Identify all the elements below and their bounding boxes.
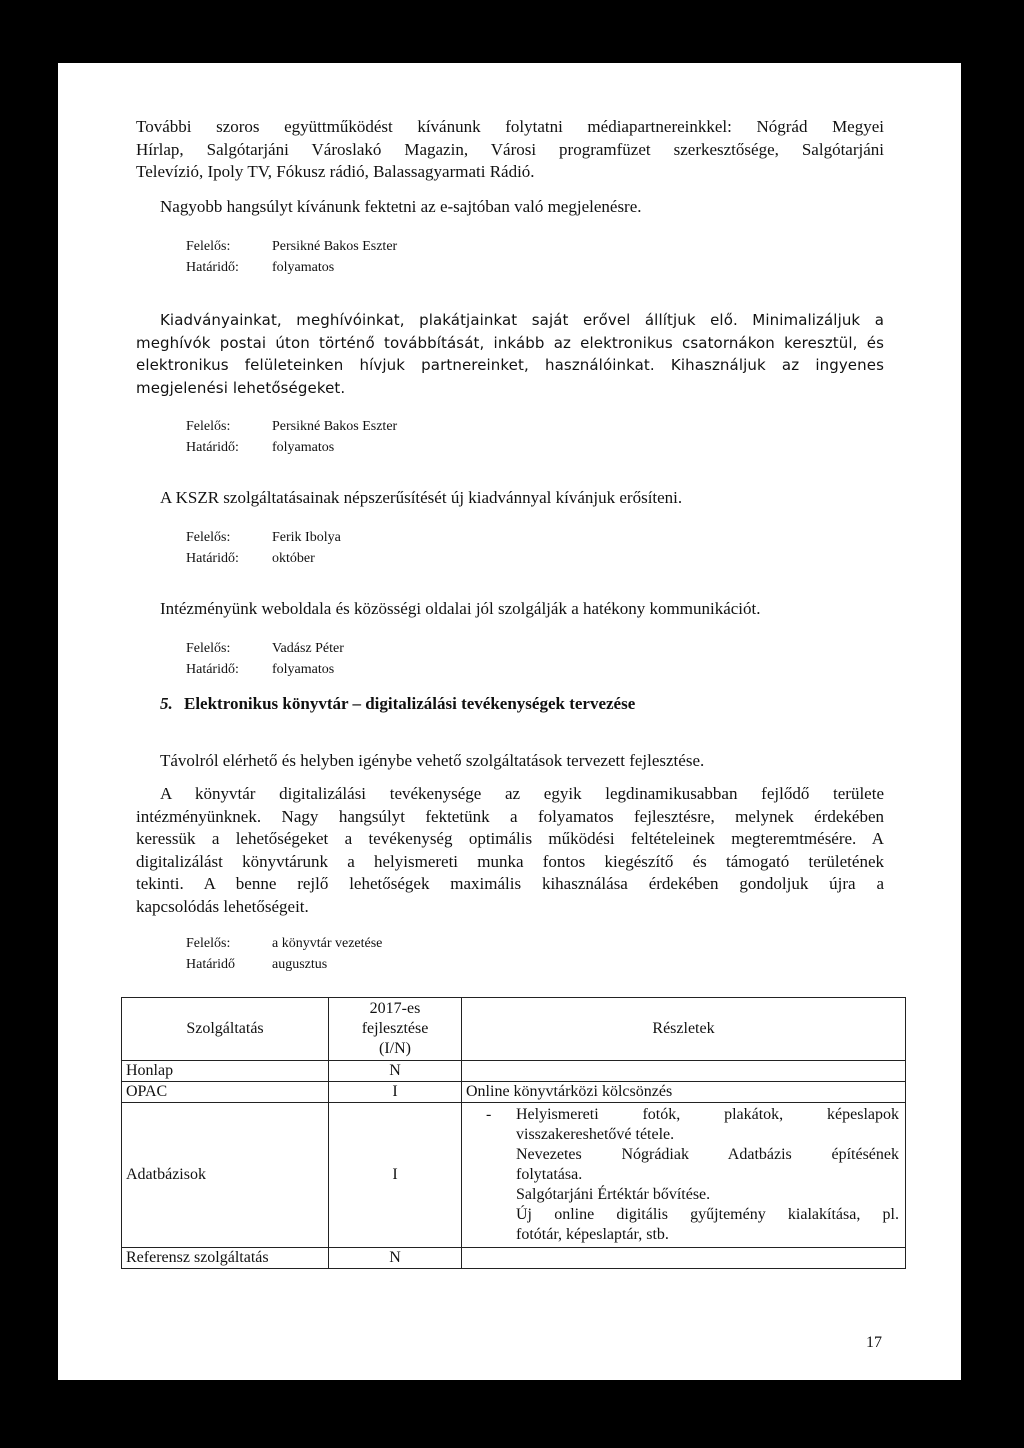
responsible-value: Vadász Péter bbox=[272, 641, 344, 656]
list-item: Nevezetes Nógrádiak Adatbázis építésének bbox=[516, 1146, 899, 1163]
list-item: folytatása. bbox=[516, 1166, 583, 1183]
responsible-label: Felelős: bbox=[186, 239, 231, 254]
responsible-label: Felelős: bbox=[186, 641, 231, 656]
list-item: visszakereshetővé tétele. bbox=[516, 1126, 675, 1143]
header-details: Részletek bbox=[462, 998, 906, 1061]
list-item-text: Helyismereti fotók, plakátok, képeslapok bbox=[516, 1106, 899, 1123]
cell-details: Online könyvtárközi kölcsönzés bbox=[462, 1082, 906, 1103]
text-line: elektronikus felületeinken hívjuk partnereinket, használóinkat. Kihasználjuk az ingyenes bbox=[136, 356, 884, 374]
deadline-value: augusztus bbox=[272, 957, 328, 972]
header-dev-line: fejlesztése bbox=[361, 1020, 429, 1037]
responsible-label: Felelős: bbox=[186, 419, 231, 434]
section-number: 5. bbox=[160, 694, 173, 713]
text-line: tekinti. A benne rejlő lehetőségek maximális kihasználása érdekében gondoljuk újra a bbox=[136, 874, 884, 893]
text-line: digitalizálást könyvtárunk a helyismereti munka fontos kiegészítő és támogató területének bbox=[136, 851, 884, 871]
section-title: Elektronikus könyvtár – digitalizálási tevékenységek tervezése bbox=[184, 694, 636, 713]
paragraph-publications bbox=[136, 309, 884, 399]
responsibility-block-1 bbox=[186, 236, 397, 278]
table-header-row bbox=[122, 998, 906, 1061]
header-dev-line: (I/N) bbox=[379, 1040, 411, 1057]
text-line: Hírlap, Salgótarjáni Városlakó Magazin, Városi programfüzet szerkesztősége, Salgótarjáni bbox=[136, 139, 884, 159]
deadline-label: Határidő bbox=[186, 957, 235, 972]
dash-bullet: - bbox=[486, 1106, 492, 1123]
deadline-label: Határidő: bbox=[186, 551, 239, 566]
header-service: Szolgáltatás bbox=[122, 998, 329, 1061]
paragraph-website: Intézményünk weboldala és közösségi oldalai jól szolgálják a hatékony kommunikációt. bbox=[160, 599, 761, 618]
responsible-value: Ferik Ibolya bbox=[272, 530, 341, 545]
paragraph-digitization bbox=[136, 783, 884, 918]
cell-service: OPAC bbox=[122, 1082, 329, 1103]
text-line: Televízió, Ipoly TV, Fókusz rádió, Balassagyarmati Rádió. bbox=[136, 162, 535, 181]
list-item: fotótár, képeslaptár, stb. bbox=[516, 1226, 669, 1243]
cell-service: Adatbázisok bbox=[122, 1103, 329, 1248]
deadline-label: Határidő: bbox=[186, 440, 239, 455]
responsibility-block-4 bbox=[186, 638, 344, 680]
deadline-value: október bbox=[272, 551, 315, 566]
cell-dev: I bbox=[329, 1103, 462, 1248]
list-item bbox=[462, 1105, 899, 1125]
details-list bbox=[462, 1105, 899, 1245]
responsibility-block-3 bbox=[186, 527, 341, 569]
text-line: meghívók postai úton történő továbbítását, inkább az elektronikus csatornákon keresztül, és bbox=[136, 333, 884, 352]
cell-service: Honlap bbox=[122, 1061, 329, 1082]
cell-service: Referensz szolgáltatás bbox=[122, 1248, 329, 1269]
cell-dev: N bbox=[329, 1248, 462, 1269]
services-table bbox=[121, 997, 906, 1269]
table-row bbox=[122, 1248, 906, 1269]
paragraph-media-partners bbox=[136, 116, 884, 184]
table-row bbox=[122, 1082, 906, 1103]
deadline-label: Határidő: bbox=[186, 662, 239, 677]
text-line: megjelenési lehetőségeket. bbox=[136, 378, 346, 397]
cell-dev: N bbox=[329, 1061, 462, 1082]
text-line: A könyvtár digitalizálási tevékenysége az egyik legdinamikusabban fejlődő területe bbox=[160, 784, 884, 803]
page-number: 17 bbox=[866, 1334, 882, 1351]
responsible-value: a könyvtár vezetése bbox=[272, 936, 383, 951]
section-heading bbox=[160, 694, 635, 714]
deadline-value: folyamatos bbox=[272, 260, 335, 275]
cell-details bbox=[462, 1103, 906, 1248]
responsible-value: Persikné Bakos Eszter bbox=[272, 239, 398, 254]
deadline-value: folyamatos bbox=[272, 440, 335, 455]
list-item: Salgótarjáni Értéktár bővítése. bbox=[516, 1186, 711, 1203]
text-line: kapcsolódás lehetőségeit. bbox=[136, 896, 309, 916]
deadline-value: folyamatos bbox=[272, 662, 335, 677]
text-line: keressük a lehetőségeket a tevékenység optimális működési feltételeinek megteremtmésére. A bbox=[136, 829, 884, 848]
table-row bbox=[122, 1061, 906, 1082]
responsibility-block-2 bbox=[186, 416, 397, 458]
responsible-label: Felelős: bbox=[186, 936, 231, 951]
table-row bbox=[122, 1103, 906, 1248]
responsible-value: Persikné Bakos Eszter bbox=[272, 419, 398, 434]
text-line: intézményünknek. Nagy hangsúlyt fektetünk a folyamatos fejlesztésre, melynek érdekében bbox=[136, 806, 884, 826]
header-development bbox=[329, 998, 462, 1061]
header-dev-line: 2017-es bbox=[369, 1000, 421, 1017]
responsibility-block-5 bbox=[186, 933, 382, 975]
responsible-label: Felelős: bbox=[186, 530, 231, 545]
text-line: Kiadványainkat, meghívóinkat, plakátjainkat saját erővel állítjuk elő. Minimalizáljuk a bbox=[160, 311, 884, 329]
paragraph-e-press: Nagyobb hangsúlyt kívánunk fektetni az e-sajtóban való megjelenésre. bbox=[160, 197, 642, 216]
text-line: További szoros együttműködést kívánunk folytatni médiapartnereinkkel: Nógrád Megyei bbox=[136, 117, 884, 136]
list-item: Új online digitális gyűjtemény kialakítása, pl. bbox=[516, 1206, 899, 1223]
deadline-label: Határidő: bbox=[186, 260, 239, 275]
paragraph-kszr: A KSZR szolgáltatásainak népszerűsítését új kiadvánnyal kívánjuk erősíteni. bbox=[160, 488, 683, 507]
paragraph-remote-services: Távolról elérhető és helyben igénybe vehető szolgáltatások tervezett fejlesztése. bbox=[160, 751, 705, 770]
cell-details bbox=[462, 1061, 906, 1082]
cell-dev: I bbox=[329, 1082, 462, 1103]
cell-details bbox=[462, 1248, 906, 1269]
